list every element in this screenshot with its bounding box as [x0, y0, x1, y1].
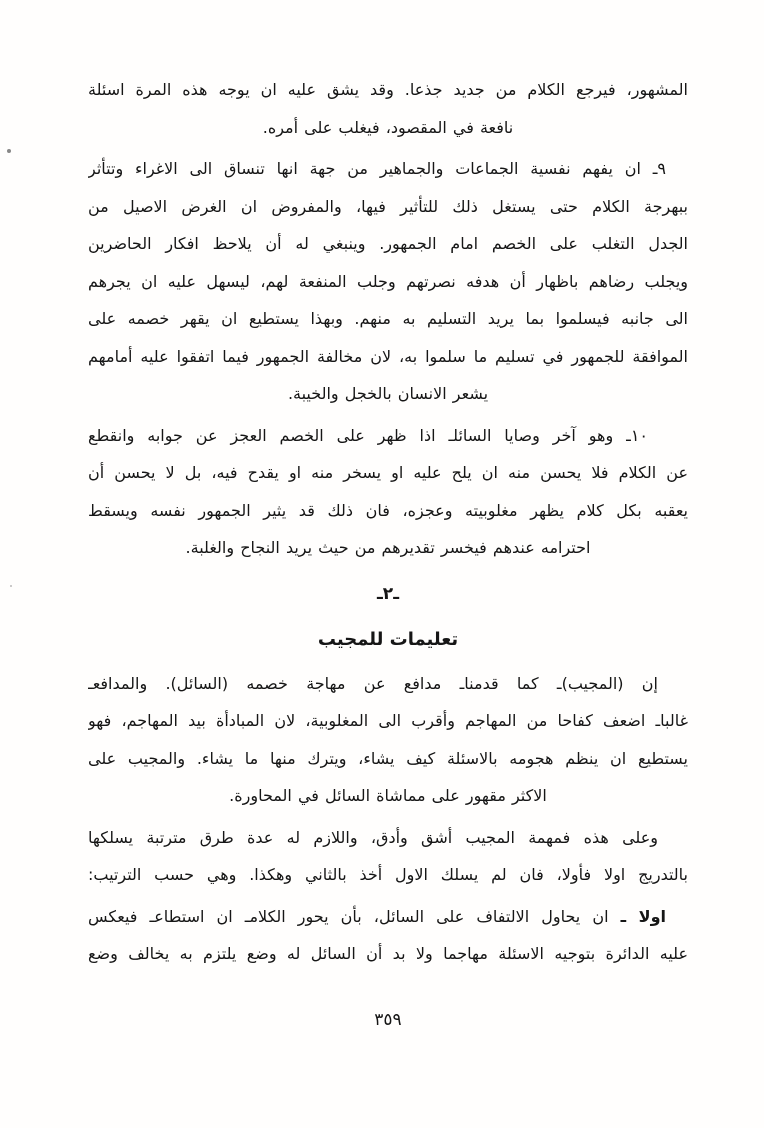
- tactic-text: ان يحاول الالتفاف على السائل، بأن يحور الكلامـ ان استطاعـ فيعكس: [88, 906, 609, 926]
- paragraph-continuation: [88, 71, 688, 146]
- text-line: غالباـ اضعف كفاحا من المهاجم وأقرب الى المغلوبية، لان المبادأة بيد المهاجم، فهو: [88, 711, 688, 730]
- text-line: إن (المجيب)ـ كما قدمناـ مدافع عن مهاجة خصمه (السائل). والمدافعـ: [88, 673, 658, 693]
- paragraph-item-10: [88, 417, 688, 567]
- section-title-heading: تعليمات للمجيب: [317, 628, 459, 650]
- text-line: يستطيع ان ينظم هجومه بالاسئلة كيف يشاء، ويترك منها ما يشاء. والمجيب على: [88, 748, 688, 768]
- text-line: الموافقة للجمهور في تسليم ما سلموا به، لان مخالفة الجمهور فيما اتفقوا عليه أمامهم: [88, 346, 688, 366]
- text-line: ببهرجة الكلام حتى يستغل ذلك للتأثير فيها، والمفروض ان الغرض الاصيل من: [88, 196, 688, 216]
- paragraph-method-order: [88, 819, 688, 894]
- text-line: [88, 898, 688, 936]
- text-line: ٩ـ ان يفهم نفسية الجماعات والجماهير من جهة انها تنساق الى الاغراء وتتأثر: [88, 159, 666, 178]
- text-line: عليه الدائرة بتوجيه الاسئلة مهاجما ولا بد أن السائل له وضع يلتزم به يخالف وضع: [88, 944, 688, 963]
- text-line: ويجلب رضاهم باظهار أن هدفه نصرتهم وجلب المنفعة لهم، ليسهل عليه ان يجرهم: [88, 271, 688, 291]
- text-line: احترامه عندهم فيخسر تقديرهم من حيث يريد النجاح والغلبة.: [185, 538, 591, 557]
- text-line: يعقبه بكل كلام يظهر مغلوبيته وعجزه، فان ذلك قد يثير الجمهور نفسه ويسقط: [88, 500, 688, 520]
- scan-speck: [10, 585, 12, 587]
- section-number-heading: ـ٢ـ: [376, 583, 399, 604]
- paragraph-first-tactic: [88, 898, 688, 973]
- text-line: المشهور، فيرجع الكلام من جديد جذعا. وقد يشق عليه ان يوجه هذه المرة اسئلة: [88, 80, 688, 99]
- paragraph-item-9: [88, 150, 688, 413]
- text-line: الجدل التغلب على الخصم امام الجمهور. وينبغي له أن يلاحظ افكار الحاضرين: [88, 234, 688, 253]
- paragraph-intro-mujib: [88, 665, 688, 815]
- text-line: الى جانبه فيسلموا بما يريد التسليم به منهم. وبهذا يستطيع ان يقهر خصمه على: [88, 309, 688, 328]
- text-line: نافعة في المقصود، فيغلب على أمره.: [262, 117, 514, 137]
- page-text: [88, 71, 688, 1035]
- page-number: ٣٥٩: [374, 1009, 402, 1030]
- text-line: عن الكلام فلا يحسن منه ان يلح عليه او يسخر منه او يقدح فيه، بل لا يحسن أن: [88, 463, 688, 482]
- text-line: يشعر الانسان بالخجل والخيبة.: [287, 384, 489, 403]
- text-line: بالتدريج اولا فأولا، فان لم يسلك الاول أخذ بالثاني وهكذا. وهي حسب الترتيب:: [88, 865, 688, 884]
- scan-speck: [7, 149, 11, 153]
- text-line: وعلى هذه فمهمة المجيب أشق وأدق، واللازم له عدة طرق مترتبة يسلكها: [88, 827, 658, 847]
- text-line: ١٠ـ وهو آخر وصايا السائلـ اذا ظهر على الخصم العجز عن جوابه وانقطع: [88, 425, 648, 445]
- text-line: الاكثر مقهور على مماشاة السائل في المحاورة.: [229, 786, 547, 805]
- tactic-ordinal-label: اولا ـ: [620, 906, 666, 926]
